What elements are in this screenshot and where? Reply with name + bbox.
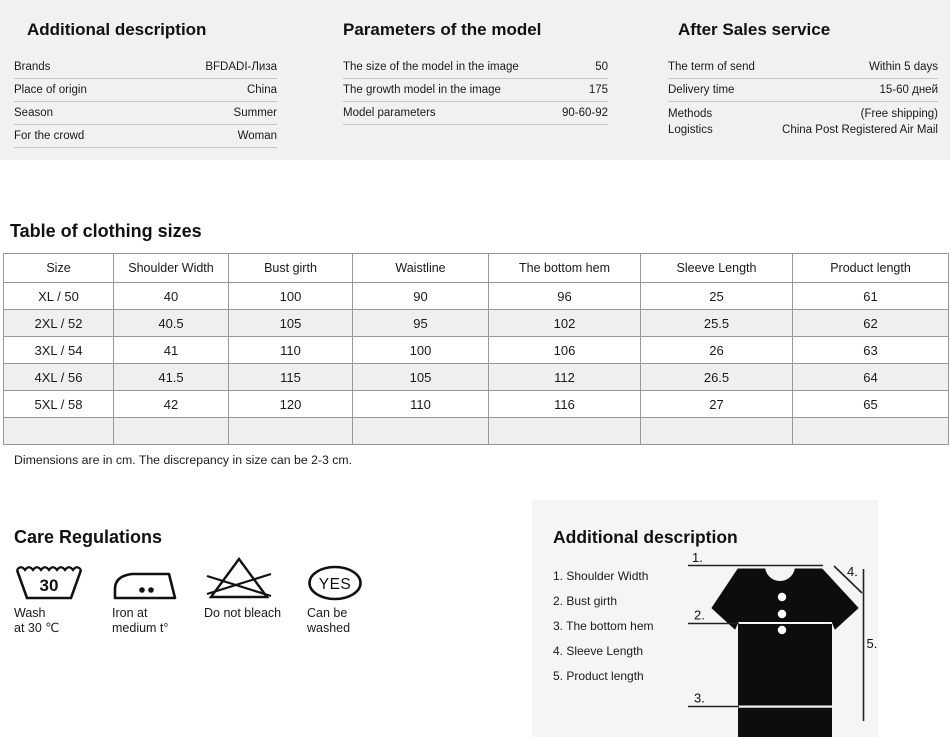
iron-icon xyxy=(112,559,178,601)
tshirt-button xyxy=(778,593,786,601)
table-cell: 63 xyxy=(793,337,949,364)
spec-label: Place of origin xyxy=(14,84,87,96)
table-cell xyxy=(793,418,949,445)
spec-value: Woman xyxy=(237,130,277,142)
table-cell: 42 xyxy=(114,391,229,418)
can-be-washed-icon xyxy=(307,556,363,601)
table-cell: 25.5 xyxy=(641,310,793,337)
table-cell: 27 xyxy=(641,391,793,418)
legend-item: 3. The bottom hem xyxy=(553,619,654,633)
spec-row-model-parameters xyxy=(343,102,608,125)
table-cell: 106 xyxy=(489,337,641,364)
marker-4: 4. xyxy=(847,564,858,579)
spec-value: 15-60 дней xyxy=(879,84,938,96)
table-cell xyxy=(229,418,353,445)
spec-row-for-the-crowd xyxy=(14,125,277,148)
table-cell: 64 xyxy=(793,364,949,391)
spec-column-additional-description xyxy=(14,0,277,148)
spec-rows xyxy=(14,56,277,148)
iron-icon xyxy=(112,556,178,601)
table-cell: 105 xyxy=(229,310,353,337)
table-row xyxy=(4,337,949,364)
spec-value: 90-60-92 xyxy=(561,107,608,119)
spec-row-delivery-time xyxy=(668,79,938,102)
column-header: Bust girth xyxy=(229,254,353,283)
tshirt-measurement-diagram xyxy=(532,500,878,737)
size-table-note: Dimensions are in cm. The discrepancy in size can be 2-3 cm. xyxy=(14,453,353,467)
do-not-bleach-icon xyxy=(204,556,281,601)
marker-5: 5. xyxy=(866,636,878,651)
care-label-line: Can be xyxy=(307,606,348,620)
column-header: The bottom hem xyxy=(489,254,641,283)
wash-temperature-text: 30 xyxy=(39,576,59,595)
spec-row-model-size xyxy=(343,56,608,79)
spec-label: The growth model in the image xyxy=(343,84,501,96)
section-title-additional-description-diagram: Additional description xyxy=(553,526,738,547)
spec-row-brands xyxy=(14,56,277,79)
spec-label: Methods xyxy=(668,108,713,120)
column-header: Product length xyxy=(793,254,949,283)
table-cell: 112 xyxy=(489,364,641,391)
tshirt-button xyxy=(778,626,786,634)
table-row xyxy=(4,364,949,391)
care-label-line: Iron at xyxy=(112,606,148,620)
spec-label: Logistics xyxy=(668,124,713,136)
table-cell: 90 xyxy=(353,283,489,310)
table-cell: 4XL / 56 xyxy=(4,364,114,391)
care-items-row xyxy=(14,556,434,641)
table-cell xyxy=(114,418,229,445)
tshirt-hem-line xyxy=(738,706,832,708)
spec-row-methods xyxy=(668,106,938,122)
care-item-can-be-washed xyxy=(307,556,363,636)
care-label-line: at 30 ℃ xyxy=(14,621,60,635)
table-header-row xyxy=(4,254,949,283)
legend-item: 2. Bust girth xyxy=(553,594,618,608)
spec-rows xyxy=(668,56,938,138)
spec-row-season xyxy=(14,102,277,125)
table-cell: 116 xyxy=(489,391,641,418)
tshirt-button xyxy=(778,610,786,618)
legend-item: 5. Product length xyxy=(553,669,644,683)
table-cell: 61 xyxy=(793,283,949,310)
care-item-iron xyxy=(112,556,178,636)
spec-row-logistics xyxy=(668,122,938,138)
legend-item: 1. Shoulder Width xyxy=(553,569,649,583)
table-cell: 110 xyxy=(229,337,353,364)
care-label-line: Wash xyxy=(14,606,46,620)
table-cell: 40.5 xyxy=(114,310,229,337)
care-item-label xyxy=(14,606,84,636)
measurement-diagram-panel xyxy=(532,500,878,737)
table-cell: 5XL / 58 xyxy=(4,391,114,418)
spec-value: BFDADI-Лиза xyxy=(205,61,277,73)
column-header: Shoulder Width xyxy=(114,254,229,283)
care-label-line: washed xyxy=(307,621,351,635)
table-cell: 96 xyxy=(489,283,641,310)
table-row xyxy=(4,391,949,418)
table-cell xyxy=(641,418,793,445)
spec-label: Model parameters xyxy=(343,107,436,119)
spec-row-place-of-origin xyxy=(14,79,277,102)
spec-row-model-growth xyxy=(343,79,608,102)
table-cell: 100 xyxy=(229,283,353,310)
column-header: Sleeve Length xyxy=(641,254,793,283)
spec-row-term-of-send xyxy=(668,56,938,79)
table-cell: 65 xyxy=(793,391,949,418)
table-cell: 110 xyxy=(353,391,489,418)
table-cell: 41 xyxy=(114,337,229,364)
spec-column-model-parameters xyxy=(343,0,608,125)
care-label-line: medium t° xyxy=(112,621,169,635)
table-cell: 2XL / 52 xyxy=(4,310,114,337)
do-not-bleach-icon xyxy=(204,555,274,601)
spec-value: 175 xyxy=(588,84,608,96)
care-item-label xyxy=(307,606,363,636)
section-title-table-of-clothing-sizes: Table of clothing sizes xyxy=(10,220,202,241)
legend-item: 4. Sleeve Length xyxy=(553,644,644,658)
marker-1: 1. xyxy=(692,550,703,565)
column-header: Size xyxy=(4,254,114,283)
spec-label: The term of send xyxy=(668,61,755,73)
table-cell: 102 xyxy=(489,310,641,337)
table-cell: 120 xyxy=(229,391,353,418)
table-cell: 26 xyxy=(641,337,793,364)
column-header: Waistline xyxy=(353,254,489,283)
section-title-additional-description: Additional description xyxy=(27,20,207,39)
spec-label: The size of the model in the image xyxy=(343,61,519,73)
table-cell: 100 xyxy=(353,337,489,364)
marker-3: 3. xyxy=(694,690,705,706)
table-cell: 95 xyxy=(353,310,489,337)
table-cell: 25 xyxy=(641,283,793,310)
section-title-after-sales-service: After Sales service xyxy=(678,20,831,39)
spec-label: Brands xyxy=(14,61,51,73)
table-cell xyxy=(489,418,641,445)
spec-label: Season xyxy=(14,107,54,119)
care-item-label xyxy=(204,606,281,621)
table-row xyxy=(4,310,949,337)
clothing-sizes-table xyxy=(3,253,949,445)
table-cell: 105 xyxy=(353,364,489,391)
care-item-label xyxy=(112,606,178,636)
section-title-care-regulations: Care Regulations xyxy=(14,526,163,547)
top-spec-band xyxy=(0,0,950,160)
table-cell: 62 xyxy=(793,310,949,337)
table-cell: 41.5 xyxy=(114,364,229,391)
spec-value: China xyxy=(246,84,277,96)
table-cell: 3XL / 54 xyxy=(4,337,114,364)
spec-label: Delivery time xyxy=(668,84,735,96)
section-title-parameters-of-model: Parameters of the model xyxy=(343,20,542,39)
spec-value: Summer xyxy=(233,107,277,119)
table-cell xyxy=(4,418,114,445)
wash-basin-icon xyxy=(14,561,84,601)
table-cell xyxy=(353,418,489,445)
wash-30-icon xyxy=(14,556,84,601)
table-cell: 40 xyxy=(114,283,229,310)
care-label-line: Do not bleach xyxy=(204,606,282,620)
table-cell: 115 xyxy=(229,364,353,391)
spec-rows xyxy=(343,56,608,125)
table-cell: XL / 50 xyxy=(4,283,114,310)
spec-value: (Free shipping) xyxy=(860,108,938,120)
table-cell: 26.5 xyxy=(641,364,793,391)
spec-value: 50 xyxy=(595,61,608,73)
spec-label: For the crowd xyxy=(14,130,85,142)
spec-value: China Post Registered Air Mail xyxy=(782,124,938,136)
tshirt-body-shape xyxy=(738,624,832,737)
care-item-wash-30 xyxy=(14,556,84,636)
spec-column-after-sales xyxy=(668,0,938,138)
yes-oval-icon xyxy=(307,565,363,601)
spec-value: Within 5 days xyxy=(868,61,938,73)
table-row-empty xyxy=(4,418,949,445)
yes-text: YES xyxy=(318,576,352,593)
care-item-do-not-bleach xyxy=(204,556,281,621)
table-row xyxy=(4,283,949,310)
marker-2: 2. xyxy=(694,607,705,623)
